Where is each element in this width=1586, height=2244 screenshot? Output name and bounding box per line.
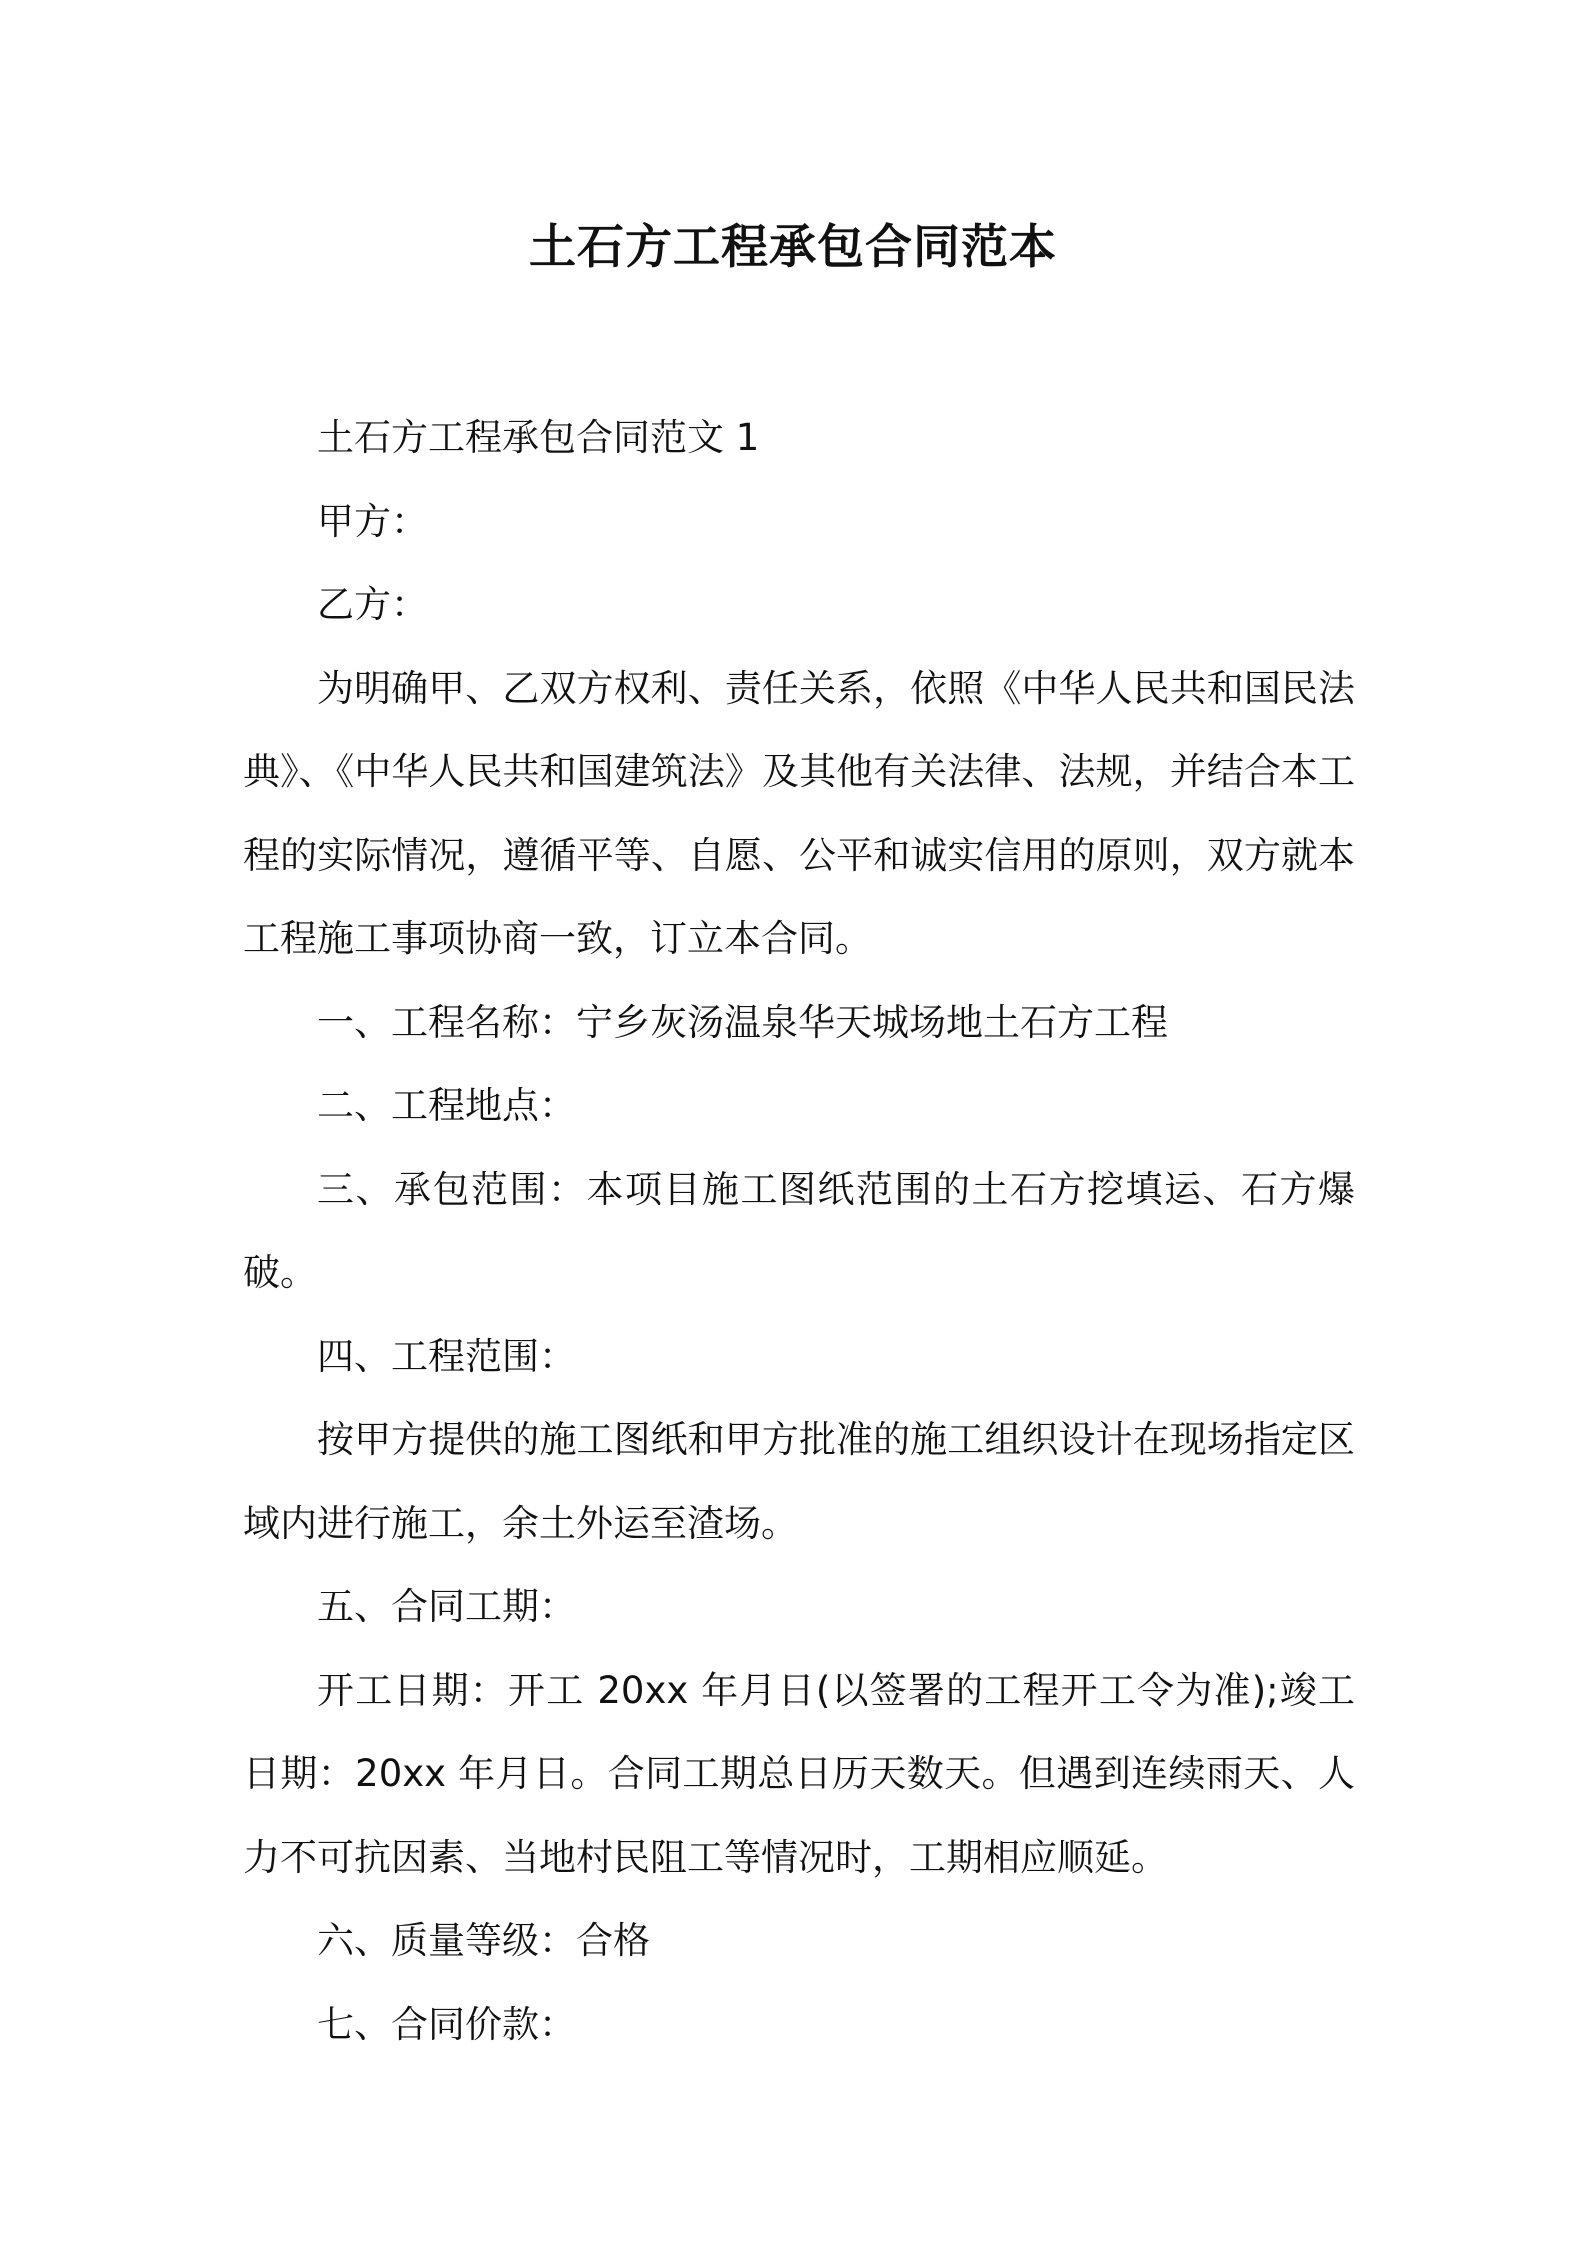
clause-contract-scope: 三、承包范围：本项目施工图纸范围的土石方挖填运、石方爆破。 — [243, 1167, 1355, 1294]
document-body — [243, 396, 1355, 2066]
party-b-line: 乙方： — [317, 583, 428, 626]
clause-quality-grade: 六、质量等级：合格 — [317, 1919, 650, 1962]
preamble-paragraph: 为明确甲、乙双方权利、责任关系，依照《中华人民共和国民法典》、《中华人民共和国建筑法》及其他有关法律、法规，并结合本工程的实际情况，遵循平等、自愿、公平和诚实信用的原则，双方就本工程施工事项协商一致，订立本合同。 — [243, 666, 1355, 960]
clause-project-scope: 四、工程范围： — [317, 1334, 576, 1378]
project-scope-paragraph: 按甲方提供的施工图纸和甲方批准的施工组织设计在现场指定区域内进行施工，余土外运至渣场。 — [243, 1418, 1355, 1545]
section-heading: 土石方工程承包合同范文 1 — [317, 416, 760, 459]
clause-contract-price: 七、合同价款： — [317, 2002, 576, 2046]
clause-project-location: 二、工程地点： — [317, 1084, 576, 1127]
clause-contract-period: 五、合同工期： — [317, 1585, 576, 1628]
contract-period-paragraph: 开工日期：开工 20xx 年月日(以签署的工程开工令为准);竣工日期：20xx 年月日。合同工期总日历天数天。但遇到连续雨天、人力不可抗因素、当地村民阻工等情况时，工期相应顺延。 — [243, 1668, 1355, 1879]
document-title: 土石方工程承包合同范本 — [529, 220, 1057, 275]
party-a-line: 甲方： — [317, 499, 428, 543]
clause-project-name: 一、工程名称：宁乡灰汤温泉华天城场地土石方工程 — [317, 1000, 1168, 1044]
